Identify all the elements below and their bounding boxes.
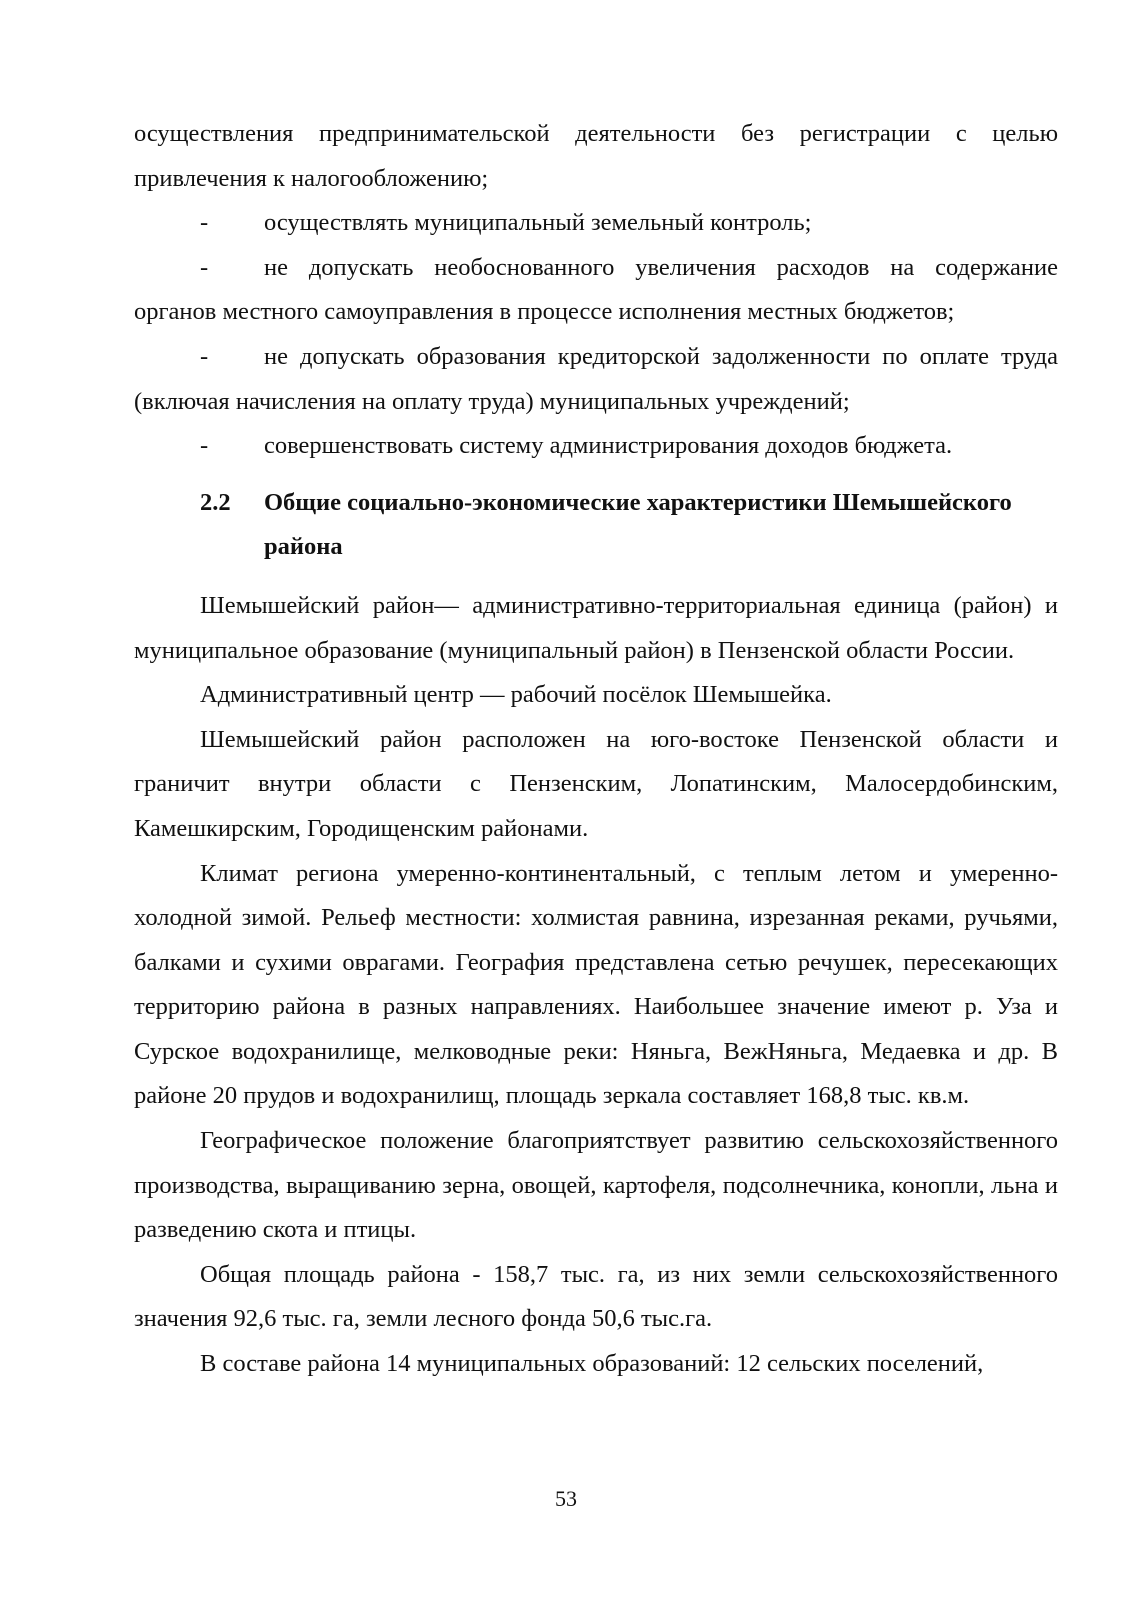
- body-paragraph: Шемышейский район расположен на юго-востоке Пензенской области и граничит внутри области с Пензенским, Лопатинским, Малосердобинским, Камешкирским, Городищенским районами.: [134, 725, 1058, 842]
- list-dash: -: [200, 209, 209, 237]
- list-item: [134, 246, 1058, 335]
- body-paragraph: Административный центр — рабочий посёлок Шемышейка.: [200, 681, 832, 709]
- list-item: [134, 201, 1058, 246]
- section-number: 2.2: [200, 488, 231, 516]
- list-item: [134, 335, 1058, 424]
- page-number: 53: [555, 1486, 577, 1511]
- list-dash: -: [200, 432, 209, 460]
- section-title: Общие социально-экономические характеристики Шемышейского района: [264, 488, 1012, 561]
- list-dash: -: [200, 253, 209, 281]
- continuation-paragraph: осуществления предпринимательской деятельности без регистрации с целью привлечения к налогообложению;: [134, 120, 1058, 192]
- body-paragraph: Шемышейский район— административно-территориальная единица (район) и муниципальное образование (муниципальный район) в Пензенской области России.: [134, 591, 1058, 664]
- page-content: [134, 112, 1058, 1387]
- body-paragraph: Географическое положение благоприятствует развитию сельскохозяйственного производства, выращиванию зерна, овощей, картофеля, подсолнечника, конопли, льна и разведению скота и птицы.: [134, 1127, 1058, 1244]
- body-paragraph: Климат региона умеренно-континентальный, с теплым летом и умеренно-холодной зимой. Рельеф местности: холмистая равнина, изрезанная реками, ручьями, балками и сухими оврагами. География представлена сетью речушек, пересекающих территорию района в разных направлениях. Наибольшее значение имеют р. Уза и Сурское водохранилище, мелководные реки: Няньга, ВежНяньга, Медаевка и др. В районе 20 прудов и водохранилищ, площадь зеркала составляет 168,8 тыс. кв.м.: [134, 859, 1058, 1110]
- section-heading: [134, 481, 1058, 570]
- list-item-text: не допускать образования кредиторской задолженности по оплате труда (включая начисления на оплату труда) муниципальных учреждений;: [134, 342, 1058, 415]
- list-item-text: осуществлять муниципальный земельный контроль;: [264, 209, 812, 237]
- list-item-text: совершенствовать систему администрирования доходов бюджета.: [264, 432, 953, 460]
- list-dash: -: [200, 342, 209, 370]
- body-paragraph: Общая площадь района - 158,7 тыс. га, из них земли сельскохозяйственного значения 92,6 тыс. га, земли лесного фонда 50,6 тыс.га.: [134, 1260, 1058, 1333]
- body-paragraph: В составе района 14 муниципальных образований: 12 сельских поселений,: [200, 1350, 984, 1378]
- list-item: [134, 424, 1058, 469]
- list-item-text: не допускать необоснованного увеличения расходов на содержание органов местного самоуправления в процессе исполнения местных бюджетов;: [134, 253, 1058, 326]
